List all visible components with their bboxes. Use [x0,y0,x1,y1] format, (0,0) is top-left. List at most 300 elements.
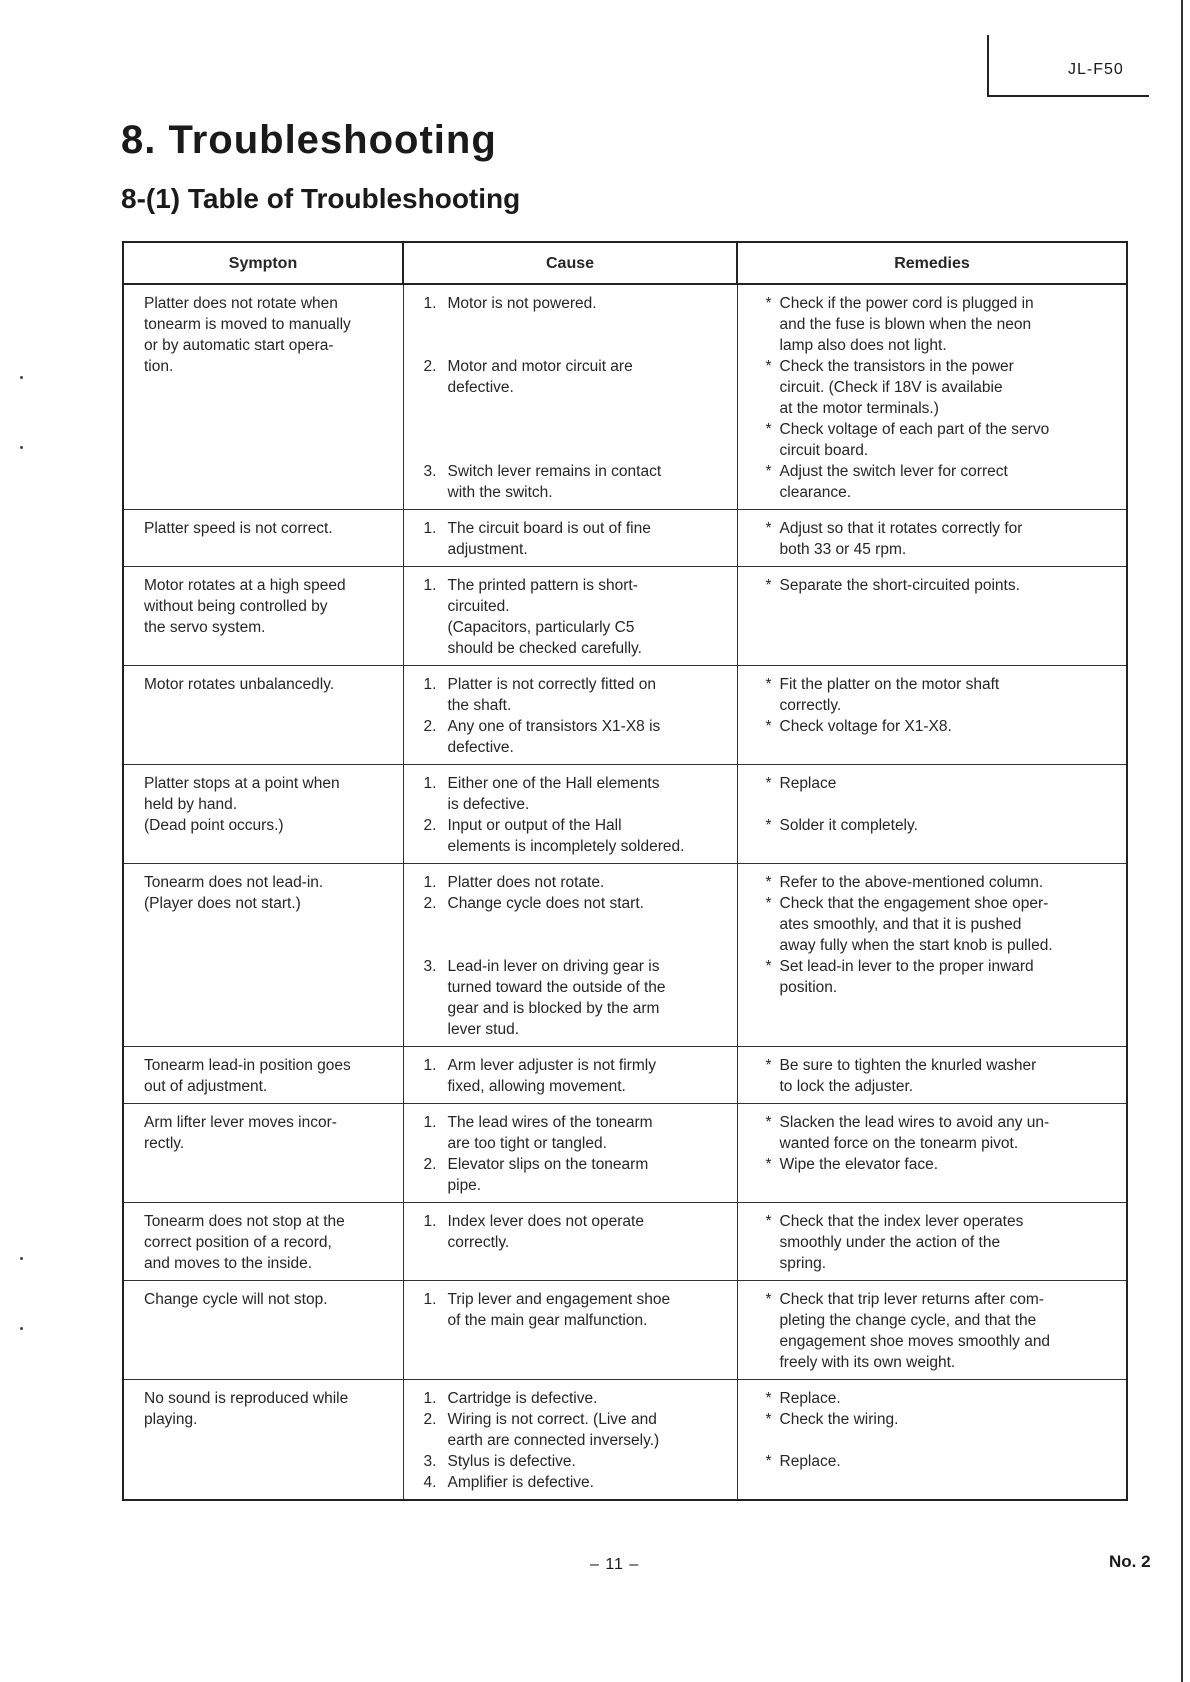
cause-line: earth are connected inversely.) [447,1432,660,1449]
asterisk-icon: * [765,1291,772,1308]
remedy-text [780,356,1014,419]
remedy-line: Check if the power cord is plugged in [779,295,1034,312]
remedy-line: to lock the adjuster. [779,1078,914,1095]
remedy-item [758,1388,1117,1409]
remedy-item [758,773,1117,794]
remedy-line: Adjust so that it rotates correctly for [779,520,1023,537]
cause-list [424,1211,727,1253]
remedy-item [758,716,1117,737]
symptom-line: held by hand. [144,796,238,813]
remedy-cell [737,1203,1127,1281]
cause-number: 3. [423,958,437,975]
cause-number: 1. [423,1213,437,1230]
remedy-text [780,872,1044,893]
symptom-line: Platter stops at a point when [144,775,340,792]
remedy-item [758,956,1117,998]
cause-item [424,1112,727,1154]
cause-line: of the main gear malfunction. [447,1312,648,1329]
remedy-line: circuit. (Check if 18V is availabie [779,379,1003,396]
cause-line: are too tight or tangled. [447,1135,607,1152]
cause-line: Elevator slips on the tonearm [447,1156,649,1173]
asterisk-icon: * [765,1114,772,1131]
asterisk-icon: * [765,676,772,693]
remedy-line: Solder it completely. [779,817,918,834]
symptom-line: Arm lifter lever moves incor- [144,1114,337,1131]
remedy-line: correctly. [779,697,842,714]
cause-text [448,956,666,1040]
scan-mark [20,1257,23,1260]
cause-item [424,575,727,659]
cause-cell [403,864,737,1047]
cause-item [424,293,727,314]
remedy-item [758,1154,1117,1175]
spacer [424,335,727,356]
cause-number: 1. [423,1057,437,1074]
remedy-line: Fit the platter on the motor shaft [779,676,1000,693]
table-body [123,284,1127,1500]
remedy-item [758,461,1117,503]
cause-line: elements is incompletely soldered. [447,838,685,855]
asterisk-icon: * [765,421,772,438]
remedy-list [758,575,1117,596]
remedy-line: Slacken the lead wires to avoid any un- [779,1114,1050,1131]
symptom-line: (Dead point occurs.) [144,817,284,834]
table-row [123,864,1127,1047]
cause-list [424,293,727,503]
troubleshooting-table [122,241,1128,1501]
cause-line: Motor is not powered. [447,295,597,312]
cause-line: Stylus is defective. [447,1453,576,1470]
symptom-line: Platter does not rotate when [144,295,338,312]
asterisk-icon: * [765,1390,772,1407]
asterisk-icon: * [765,1453,772,1470]
remedy-text [780,815,918,836]
remedy-line: smoothly under the action of the [779,1234,1001,1251]
remedy-line: Check the transistors in the power [779,358,1014,375]
spacer [424,914,727,935]
remedy-line: Check that the engagement shoe oper- [779,895,1049,912]
remedy-line: Set lead-in lever to the proper inward [779,958,1034,975]
cause-item [424,1055,727,1097]
remedy-line: freely with its own weight. [779,1354,956,1371]
asterisk-icon: * [765,874,772,891]
cause-number: 2. [423,817,437,834]
cause-text [448,773,660,815]
remedy-line: Check that the index lever operates [779,1213,1024,1230]
remedy-text [780,1154,939,1175]
cause-line: correctly. [447,1234,510,1251]
symptom-line: tonearm is moved to manually [144,316,351,333]
cause-line: defective. [447,379,514,396]
cause-item [424,356,727,398]
remedy-cell [737,666,1127,765]
symptom-line: No sound is reproduced while [144,1390,349,1407]
remedy-item [758,1211,1117,1274]
header-symptom: Sympton [123,242,403,284]
cause-item [424,461,727,503]
cause-text [448,1472,594,1493]
cause-item [424,1409,727,1451]
remedy-list [758,674,1117,737]
cause-list [424,1112,727,1196]
cause-line: Switch lever remains in contact [447,463,662,480]
cause-line: pipe. [447,1177,482,1194]
asterisk-icon: * [765,1156,772,1173]
cause-line: turned toward the outside of the [447,979,666,996]
symptom-cell [123,864,403,1047]
cause-line: should be checked carefully. [447,640,642,657]
cause-text [448,893,644,914]
remedy-line: Check voltage of each part of the servo [779,421,1050,438]
document-number: No. 2 [1109,1552,1151,1571]
cause-line: Input or output of the Hall [447,817,622,834]
remedy-line: Check voltage for X1-X8. [779,718,952,735]
cause-line: adjustment. [447,541,528,558]
table-row [123,567,1127,666]
spacer [424,398,727,419]
remedy-line: clearance. [779,484,852,501]
remedy-list [758,872,1117,998]
remedy-item [758,518,1117,560]
remedy-list [758,1388,1117,1472]
cause-line: (Capacitors, particularly C5 [447,619,635,636]
remedy-item [758,1451,1117,1472]
header-remedies: Remedies [737,242,1127,284]
symptom-line: without being controlled by [144,598,328,615]
cause-number: 2. [423,895,437,912]
symptom-cell [123,1104,403,1203]
page-edge-rule [1181,0,1183,1682]
remedy-text [780,1388,841,1409]
symptom-line: Platter speed is not correct. [144,520,333,537]
symptom-cell [123,284,403,510]
cause-line: Trip lever and engagement shoe [447,1291,671,1308]
remedy-line: Wipe the elevator face. [779,1156,939,1173]
cause-text [448,1055,656,1097]
remedy-text [780,293,1034,356]
cause-line: Amplifier is defective. [447,1474,594,1491]
remedy-line: Replace. [779,1453,841,1470]
cause-number: 2. [423,1411,437,1428]
spacer [424,314,727,335]
cause-item [424,815,727,857]
cause-item [424,518,727,560]
scan-mark [20,1327,23,1330]
symptom-line: correct position of a record, [144,1234,332,1251]
remedy-cell [737,284,1127,510]
cause-cell [403,666,737,765]
remedy-list [758,518,1117,560]
symptom-line: the servo system. [144,619,266,636]
header-cause: Cause [403,242,737,284]
remedy-text [780,674,1000,716]
cause-number: 2. [423,1156,437,1173]
remedy-text [780,956,1034,998]
symptom-cell [123,666,403,765]
symptom-cell [123,567,403,666]
remedy-text [780,773,837,794]
cause-text [448,1112,653,1154]
asterisk-icon: * [765,958,772,975]
spacer [424,935,727,956]
cause-item [424,872,727,893]
cause-line: Change cycle does not start. [447,895,644,912]
cause-cell [403,567,737,666]
cause-cell [403,510,737,567]
cause-item [424,1289,727,1331]
cause-item [424,893,727,914]
cause-text [448,1154,649,1196]
cause-text [448,575,642,659]
cause-item [424,1388,727,1409]
cause-text [448,872,605,893]
cause-list [424,773,727,857]
symptom-line: playing. [144,1411,198,1428]
remedy-text [780,518,1023,560]
symptom-line: tion. [144,358,174,375]
cause-cell [403,1380,737,1501]
cause-text [448,1451,576,1472]
scan-mark [20,376,23,379]
cause-item [424,773,727,815]
table-row [123,1203,1127,1281]
remedy-item [758,1112,1117,1154]
cause-line: The lead wires of the tonearm [447,1114,653,1131]
table-row [123,666,1127,765]
cause-number: 4. [423,1474,437,1491]
remedy-cell [737,1281,1127,1380]
cause-line: with the switch. [447,484,553,501]
remedy-text [780,461,1008,503]
remedy-text [780,575,1020,596]
remedy-line: wanted force on the tonearm pivot. [779,1135,1019,1152]
asterisk-icon: * [765,817,772,834]
remedy-text [780,1112,1050,1154]
cause-cell [403,1281,737,1380]
cause-item [424,716,727,758]
cause-line: lever stud. [447,1021,520,1038]
cause-text [448,1211,644,1253]
asterisk-icon: * [765,718,772,735]
remedy-line: Replace [779,775,837,792]
remedy-line: at the motor terminals.) [779,400,939,417]
cause-line: The printed pattern is short- [447,577,638,594]
cause-line: fixed, allowing movement. [447,1078,626,1095]
remedy-line: circuit board. [779,442,869,459]
cause-list [424,1289,727,1331]
cause-cell [403,284,737,510]
cause-text [448,674,656,716]
symptom-line: or by automatic start opera- [144,337,334,354]
remedy-item [758,1055,1117,1097]
spacer [758,794,1117,815]
cause-number: 1. [423,295,437,312]
symptom-cell [123,1203,403,1281]
remedy-item [758,419,1117,461]
remedy-text [780,716,952,737]
cause-line: defective. [447,739,514,756]
cause-number: 1. [423,577,437,594]
remedy-list [758,293,1117,503]
remedy-list [758,1211,1117,1274]
remedy-list [758,1289,1117,1373]
asterisk-icon: * [765,358,772,375]
cause-text [448,293,597,314]
cause-line: Index lever does not operate [447,1213,644,1230]
cause-number: 2. [423,718,437,735]
remedy-text [780,1289,1051,1373]
cause-item [424,1211,727,1253]
cause-item [424,1451,727,1472]
remedy-list [758,1112,1117,1175]
remedy-item [758,1289,1117,1373]
scan-mark [20,446,23,449]
cause-line: gear and is blocked by the arm [447,1000,660,1017]
asterisk-icon: * [765,1411,772,1428]
cause-line: Cartridge is defective. [447,1390,598,1407]
symptom-line: rectly. [144,1135,185,1152]
remedy-text [780,1451,841,1472]
table-row [123,1281,1127,1380]
cause-cell [403,1047,737,1104]
symptom-cell [123,510,403,567]
remedy-line: Separate the short-circuited points. [779,577,1020,594]
spacer [758,1430,1117,1451]
symptom-cell [123,765,403,864]
table-row [123,765,1127,864]
remedy-line: Adjust the switch lever for correct [779,463,1008,480]
cause-line: Platter does not rotate. [447,874,605,891]
cause-cell [403,765,737,864]
cause-item [424,1154,727,1196]
remedy-cell [737,1047,1127,1104]
cause-line: the shaft. [447,697,512,714]
remedy-item [758,293,1117,356]
remedy-cell [737,510,1127,567]
remedy-item [758,872,1117,893]
asterisk-icon: * [765,775,772,792]
remedy-cell [737,567,1127,666]
table-row [123,284,1127,510]
cause-number: 1. [423,520,437,537]
remedy-list [758,773,1117,836]
cause-list [424,575,727,659]
asterisk-icon: * [765,1213,772,1230]
remedy-list [758,1055,1117,1097]
symptom-line: Motor rotates unbalancedly. [144,676,335,693]
cause-line: Any one of transistors X1-X8 is [447,718,661,735]
remedy-line: Check that trip lever returns after com- [779,1291,1044,1308]
cause-number: 1. [423,874,437,891]
symptom-line: and moves to the inside. [144,1255,313,1272]
cause-text [448,1409,660,1451]
remedy-line: Check the wiring. [779,1411,899,1428]
remedy-text [780,893,1053,956]
cause-list [424,674,727,758]
page-number: – 11 – [590,1556,640,1573]
remedy-line: Replace. [779,1390,841,1407]
cause-item [424,1472,727,1493]
remedy-line: engagement shoe moves smoothly and [779,1333,1051,1350]
cause-cell [403,1203,737,1281]
cause-line: Motor and motor circuit are [447,358,633,375]
cause-number: 1. [423,1390,437,1407]
remedy-item [758,815,1117,836]
table-row [123,1380,1127,1501]
remedy-line: lamp also does not light. [779,337,947,354]
page-title: 8. Troubleshooting [121,118,497,162]
remedy-line: both 33 or 45 rpm. [779,541,907,558]
cause-number: 2. [423,358,437,375]
spacer [424,440,727,461]
asterisk-icon: * [765,895,772,912]
symptom-line: (Player does not start.) [144,895,301,912]
cause-line: is defective. [447,796,530,813]
symptom-line: Tonearm does not stop at the [144,1213,345,1230]
section-title: 8-(1) Table of Troubleshooting [121,183,521,214]
remedy-line: ates smoothly, and that it is pushed [779,916,1022,933]
remedy-line: Be sure to tighten the knurled washer [779,1057,1037,1074]
cause-list [424,518,727,560]
asterisk-icon: * [765,295,772,312]
remedy-text [780,419,1050,461]
cause-item [424,956,727,1040]
cause-number: 3. [423,463,437,480]
remedy-cell [737,765,1127,864]
cause-line: circuited. [447,598,510,615]
symptom-line: out of adjustment. [144,1078,268,1095]
table-row [123,1104,1127,1203]
remedy-item [758,674,1117,716]
asterisk-icon: * [765,1057,772,1074]
cause-list [424,1055,727,1097]
symptom-line: Change cycle will not stop. [144,1291,328,1308]
cause-number: 1. [423,775,437,792]
remedy-item [758,575,1117,596]
cause-line: Wiring is not correct. (Live and [447,1411,657,1428]
asterisk-icon: * [765,577,772,594]
cause-text [448,518,651,560]
remedy-line: Refer to the above-mentioned column. [779,874,1044,891]
remedy-text [780,1055,1037,1097]
cause-text [448,716,661,758]
remedy-line: position. [779,979,838,996]
remedy-line: away fully when the start knob is pulled. [779,937,1053,954]
remedy-item [758,356,1117,419]
cause-text [448,815,685,857]
remedy-item [758,1409,1117,1430]
cause-line: Lead-in lever on driving gear is [447,958,660,975]
cause-text [448,1388,598,1409]
cause-number: 1. [423,1291,437,1308]
cause-list [424,872,727,1040]
model-label: JL-F50 [1068,61,1124,78]
asterisk-icon: * [765,520,772,537]
symptom-cell [123,1281,403,1380]
symptom-cell [123,1047,403,1104]
cause-list [424,1388,727,1493]
symptom-cell [123,1380,403,1501]
symptom-line: Tonearm lead-in position goes [144,1057,351,1074]
symptom-line: Motor rotates at a high speed [144,577,346,594]
table-row [123,510,1127,567]
cause-number: 3. [423,1453,437,1470]
asterisk-icon: * [765,463,772,480]
remedy-line: and the fuse is blown when the neon [779,316,1032,333]
cause-text [448,1289,671,1331]
remedy-line: pleting the change cycle, and that the [779,1312,1037,1329]
cause-item [424,674,727,716]
